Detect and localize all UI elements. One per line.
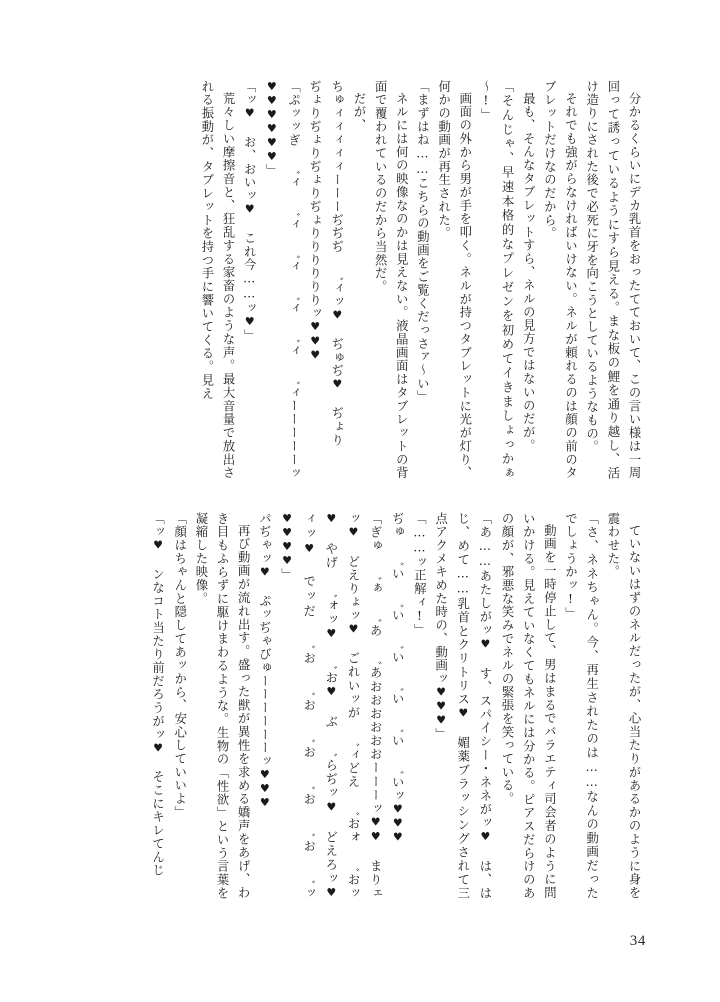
heart-icon: ♥: [280, 540, 294, 555]
paragraph: 「そんじゃ、早速本格的なプレゼンを初めてイきましょっかぁ～!」: [478, 80, 515, 480]
heart-icon: ♥: [265, 94, 279, 109]
heart-icon: ♥: [265, 136, 279, 151]
paragraph: ぢょりぢょりぢょりぢょりりりりりりッ♥♥♥: [307, 80, 322, 363]
heart-icon: ♥: [265, 122, 279, 137]
heart-icon: ♥: [330, 377, 344, 392]
heart-icon: ♥: [280, 512, 294, 527]
paragraph: 荒々しい摩擦音と、狂乱する家畜のような声。最大音量で放出される振動が、タブレットを持つ手に響いてくる。見え: [199, 80, 236, 480]
heart-icon: ♥: [258, 796, 272, 811]
paragraph: 動画を一時停止して、男はまるでバラエティ司会者のように問いかける。見えていなくてもネルには分かる。ピアスだらけのあの顔が、邪悪な笑みでネルの緊張を笑っている。: [500, 512, 557, 900]
heart-icon: ♥: [391, 816, 405, 831]
paragraph: 「顔はちゃんと隠してあッから、安心していいよ」: [172, 512, 187, 819]
paragraph: 「あ……あたしがッ♥ す、スパイシー・ネネがッ♥ は、はじ、めて……乳首とクリトリス♥ 媚薬ブラッシングされて三点アクメキめた時の、動画ッ♥♥♥」: [433, 512, 492, 900]
paragraph: だが、: [351, 92, 366, 133]
paragraph: 「まずはね……こちらの動画をご覧くだっさァ～い」: [415, 80, 430, 404]
heart-icon: ♥: [258, 767, 272, 783]
heart-icon: ♥: [258, 565, 272, 580]
heart-icon: ♥: [265, 108, 279, 123]
heart-icon: ♥: [258, 782, 272, 797]
paragraph: ぢゅ ゛い ゛い ゛い ゛い ゛い ゛いッ♥♥♥: [390, 512, 405, 845]
paragraph: ていないはずのネルだったが、心当たりがあるかのように身を震わせた。: [605, 512, 641, 900]
heart-icon: ♥: [308, 334, 322, 349]
heart-icon: ♥: [302, 542, 316, 558]
heart-icon: ♥: [478, 829, 492, 845]
heart-icon: ♥: [369, 829, 383, 845]
heart-icon: ♥: [346, 622, 360, 637]
heart-icon: ♥: [434, 685, 448, 700]
paragraph: 「……ッ正解ィ!」: [412, 512, 427, 638]
heart-icon: ♥: [434, 699, 448, 714]
heart-icon: ♥: [243, 202, 257, 217]
heart-icon: ♥: [243, 106, 257, 121]
paragraph: 画面の外から男が手を叩く。ネルが持つタブレットに光が灯り、何かの動画が再生された。: [436, 80, 472, 480]
paragraph: パぢゃッ♥ ぷッぢゃびゅーーーーーーッ♥♥♥: [257, 512, 272, 811]
paragraph: 再び動画が流れ出す。盛った獣が異性を求める嬌声をあげ、わき目もふらずに駆けまわるような。生物の「性欲」という言葉を凝縮した映像。: [193, 512, 251, 900]
heart-icon: ♥: [478, 637, 492, 652]
heart-icon: ♥: [391, 802, 405, 817]
heart-icon: ♥: [369, 815, 383, 830]
paragraph: ちゅィィィィィーーーぢぢぢ ゛ィッ♥ ぢゅぢ♥ ぢょり: [329, 80, 344, 447]
page-number: 34: [629, 933, 646, 949]
heart-icon: ♥: [265, 80, 279, 95]
paragraph: 分かるくらいにデカ乳首をおったてておいて、この言い様は一周回って誘っているようにすら見える。まな板の鯉を通り越し、活け造りにされた後で必死に牙を向こうとしているようなもの。: [584, 80, 641, 480]
text-block-top: [56, 80, 644, 480]
heart-icon: ♥: [280, 526, 294, 541]
heart-icon: ♥: [330, 308, 344, 323]
heart-icon: ♥: [280, 554, 294, 569]
heart-icon: ♥: [324, 512, 338, 527]
paragraph: 「ッ♥ ンなコト当たり前だろうがッ♥ そこにキレてんじ: [150, 512, 165, 878]
paragraph: 最も、そんなタブレットすら、ネルの見方ではないのだが。: [521, 92, 536, 453]
paragraph: ネルには何の映像なのかは見えない。液晶画面はタブレットの背面で覆われているのだから当然だ。: [373, 80, 409, 480]
heart-icon: ♥: [324, 685, 338, 700]
heart-icon: ♥: [265, 150, 279, 165]
heart-icon: ♥: [151, 741, 165, 756]
heart-icon: ♥: [391, 830, 405, 845]
paragraph: それでも強がらなければいけない。ネルが頼れるのは顔の前のタブレットだけなのだから。: [542, 80, 578, 480]
paragraph: 「ぎゅ ゛ぁ ゛あ ゛あおおおおおおーーーッ♥♥ まりェッ♥ どえりょッ♥ ごれいッが ゛ィどえ ゛おォ ゛おッ♥ やげ ゛ォッ♥ ゛お♥ ぶ ゛らぢッ♥ どえろッ♥ ィッ♥ でッだ ゛お ゛お ゛お ゛お ゛お ゛ッ♥♥♥♥」: [279, 512, 383, 901]
heart-icon: ♥: [324, 800, 338, 815]
paragraph: 「ぷッッぎ ゛ィ ゛ィ ゛ィ ゛ィ ゛ィ ゛ィーーーーーッ♥♥♥♥♥♥」: [264, 80, 301, 480]
heart-icon: ♥: [346, 525, 360, 540]
text-block-bottom: [56, 512, 644, 900]
paragraph: 「さ、ネネちゃん。今、再生されたのは……なんの動画だったでしょうかッ!」: [563, 512, 599, 900]
heart-icon: ♥: [456, 706, 470, 721]
heart-icon: ♥: [243, 315, 257, 330]
heart-icon: ♥: [434, 713, 448, 728]
heart-icon: ♥: [308, 320, 322, 335]
heart-icon: ♥: [151, 538, 165, 553]
heart-icon: ♥: [308, 348, 322, 363]
paragraph: 「ッ♥ お、おいッ♥ これ今……ッ♥」: [242, 80, 257, 343]
heart-icon: ♥: [324, 627, 338, 642]
heart-icon: ♥: [324, 885, 338, 901]
